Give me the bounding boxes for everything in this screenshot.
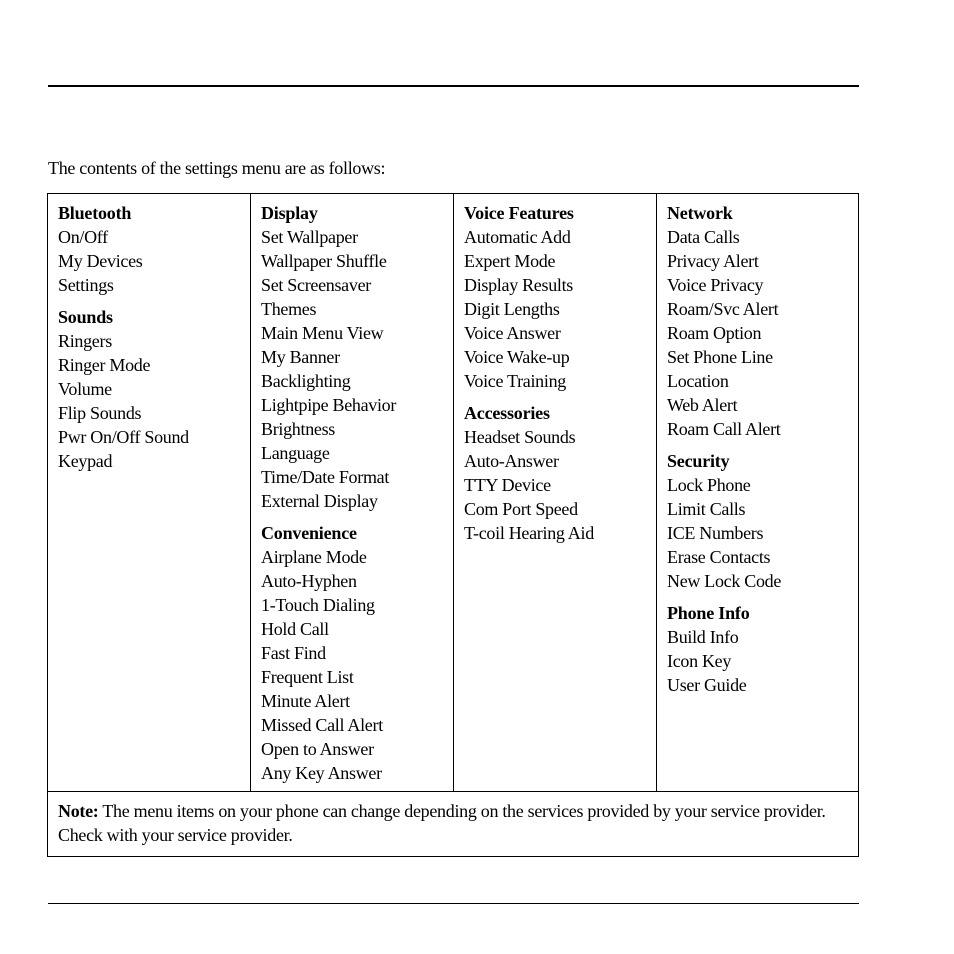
menu-item: Set Screensaver: [261, 275, 371, 295]
menu-item: Ringer Mode: [58, 355, 151, 375]
note-body: The menu items on your phone can change depending on the services provided by your service provider. Check with your service provider.: [58, 801, 826, 845]
menu-item: 1-Touch Dialing: [261, 595, 375, 615]
menu-item: Voice Answer: [464, 323, 561, 343]
menu-item: Flip Sounds: [58, 403, 142, 423]
menu-item: Digit Lengths: [464, 299, 560, 319]
menu-item: Auto-Answer: [464, 451, 559, 471]
menu-item: On/Off: [58, 227, 108, 247]
intro-text: The contents of the settings menu are as follows:: [48, 158, 386, 178]
menu-column-4: [656, 194, 858, 791]
section-bluetooth: [58, 201, 250, 297]
menu-item: Main Menu View: [261, 323, 384, 343]
menu-item: Privacy Alert: [667, 251, 759, 271]
menu-item: Airplane Mode: [261, 547, 367, 567]
top-rule: [48, 85, 859, 87]
menu-item: Web Alert: [667, 395, 738, 415]
section-heading: Sounds: [58, 307, 113, 327]
note-text: [58, 799, 848, 847]
menu-item: Lightpipe Behavior: [261, 395, 397, 415]
note-label: Note:: [58, 801, 99, 821]
menu-item: Automatic Add: [464, 227, 571, 247]
section-heading: Display: [261, 203, 318, 223]
menu-item: Voice Privacy: [667, 275, 764, 295]
menu-column-2: [250, 194, 453, 791]
menu-item: Set Wallpaper: [261, 227, 358, 247]
bottom-rule: [48, 903, 859, 904]
menu-item: My Banner: [261, 347, 340, 367]
section-convenience: [261, 521, 453, 785]
menu-item: Hold Call: [261, 619, 329, 639]
menu-item: Auto-Hyphen: [261, 571, 357, 591]
section-phone-info: [667, 601, 858, 697]
menu-item: Display Results: [464, 275, 574, 295]
menu-item: ICE Numbers: [667, 523, 764, 543]
section-heading: Voice Features: [464, 203, 574, 223]
menu-item: Fast Find: [261, 643, 326, 663]
menu-item: Set Phone Line: [667, 347, 773, 367]
section-accessories: [464, 401, 656, 545]
menu-item: Time/Date Format: [261, 467, 390, 487]
menu-column-3: [453, 194, 656, 791]
menu-item: Data Calls: [667, 227, 740, 247]
menu-item: External Display: [261, 491, 378, 511]
menu-item: Location: [667, 371, 729, 391]
menu-item: Erase Contacts: [667, 547, 771, 567]
menu-item: Ringers: [58, 331, 112, 351]
section-heading: Convenience: [261, 523, 357, 543]
menu-item: Backlighting: [261, 371, 351, 391]
menu-item: Pwr On/Off Sound: [58, 427, 189, 447]
menu-item: New Lock Code: [667, 571, 782, 591]
section-security: [667, 449, 858, 593]
menu-item: Missed Call Alert: [261, 715, 383, 735]
menu-columns: [48, 194, 858, 792]
section-heading: Accessories: [464, 403, 550, 423]
section-network: [667, 201, 858, 441]
menu-item: Roam Option: [667, 323, 762, 343]
menu-item: Wallpaper Shuffle: [261, 251, 387, 271]
menu-item: Minute Alert: [261, 691, 350, 711]
menu-item: Icon Key: [667, 651, 732, 671]
menu-item: Settings: [58, 275, 114, 295]
menu-item: Keypad: [58, 451, 113, 471]
menu-item: T-coil Hearing Aid: [464, 523, 594, 543]
menu-item: Roam/Svc Alert: [667, 299, 779, 319]
menu-item: Any Key Answer: [261, 763, 382, 783]
section-heading: Phone Info: [667, 603, 750, 623]
menu-item: Expert Mode: [464, 251, 556, 271]
menu-item: TTY Device: [464, 475, 551, 495]
menu-item: Voice Wake-up: [464, 347, 570, 367]
section-display: [261, 201, 453, 513]
settings-menu-table: [47, 193, 859, 857]
menu-item: Brightness: [261, 419, 336, 439]
section-heading: Network: [667, 203, 733, 223]
menu-item: Roam Call Alert: [667, 419, 781, 439]
menu-item: Voice Training: [464, 371, 566, 391]
menu-item: User Guide: [667, 675, 747, 695]
section-voice-features: [464, 201, 656, 393]
menu-item: Build Info: [667, 627, 739, 647]
menu-item: Language: [261, 443, 330, 463]
menu-item: Frequent List: [261, 667, 354, 687]
menu-item: My Devices: [58, 251, 143, 271]
menu-item: Com Port Speed: [464, 499, 578, 519]
section-heading: Security: [667, 451, 730, 471]
section-sounds: [58, 305, 250, 473]
menu-item: Limit Calls: [667, 499, 746, 519]
menu-item: Open to Answer: [261, 739, 374, 759]
menu-column-1: [48, 194, 250, 791]
section-heading: Bluetooth: [58, 203, 132, 223]
menu-item: Headset Sounds: [464, 427, 576, 447]
menu-item: Lock Phone: [667, 475, 751, 495]
menu-item: Themes: [261, 299, 317, 319]
menu-item: Volume: [58, 379, 112, 399]
